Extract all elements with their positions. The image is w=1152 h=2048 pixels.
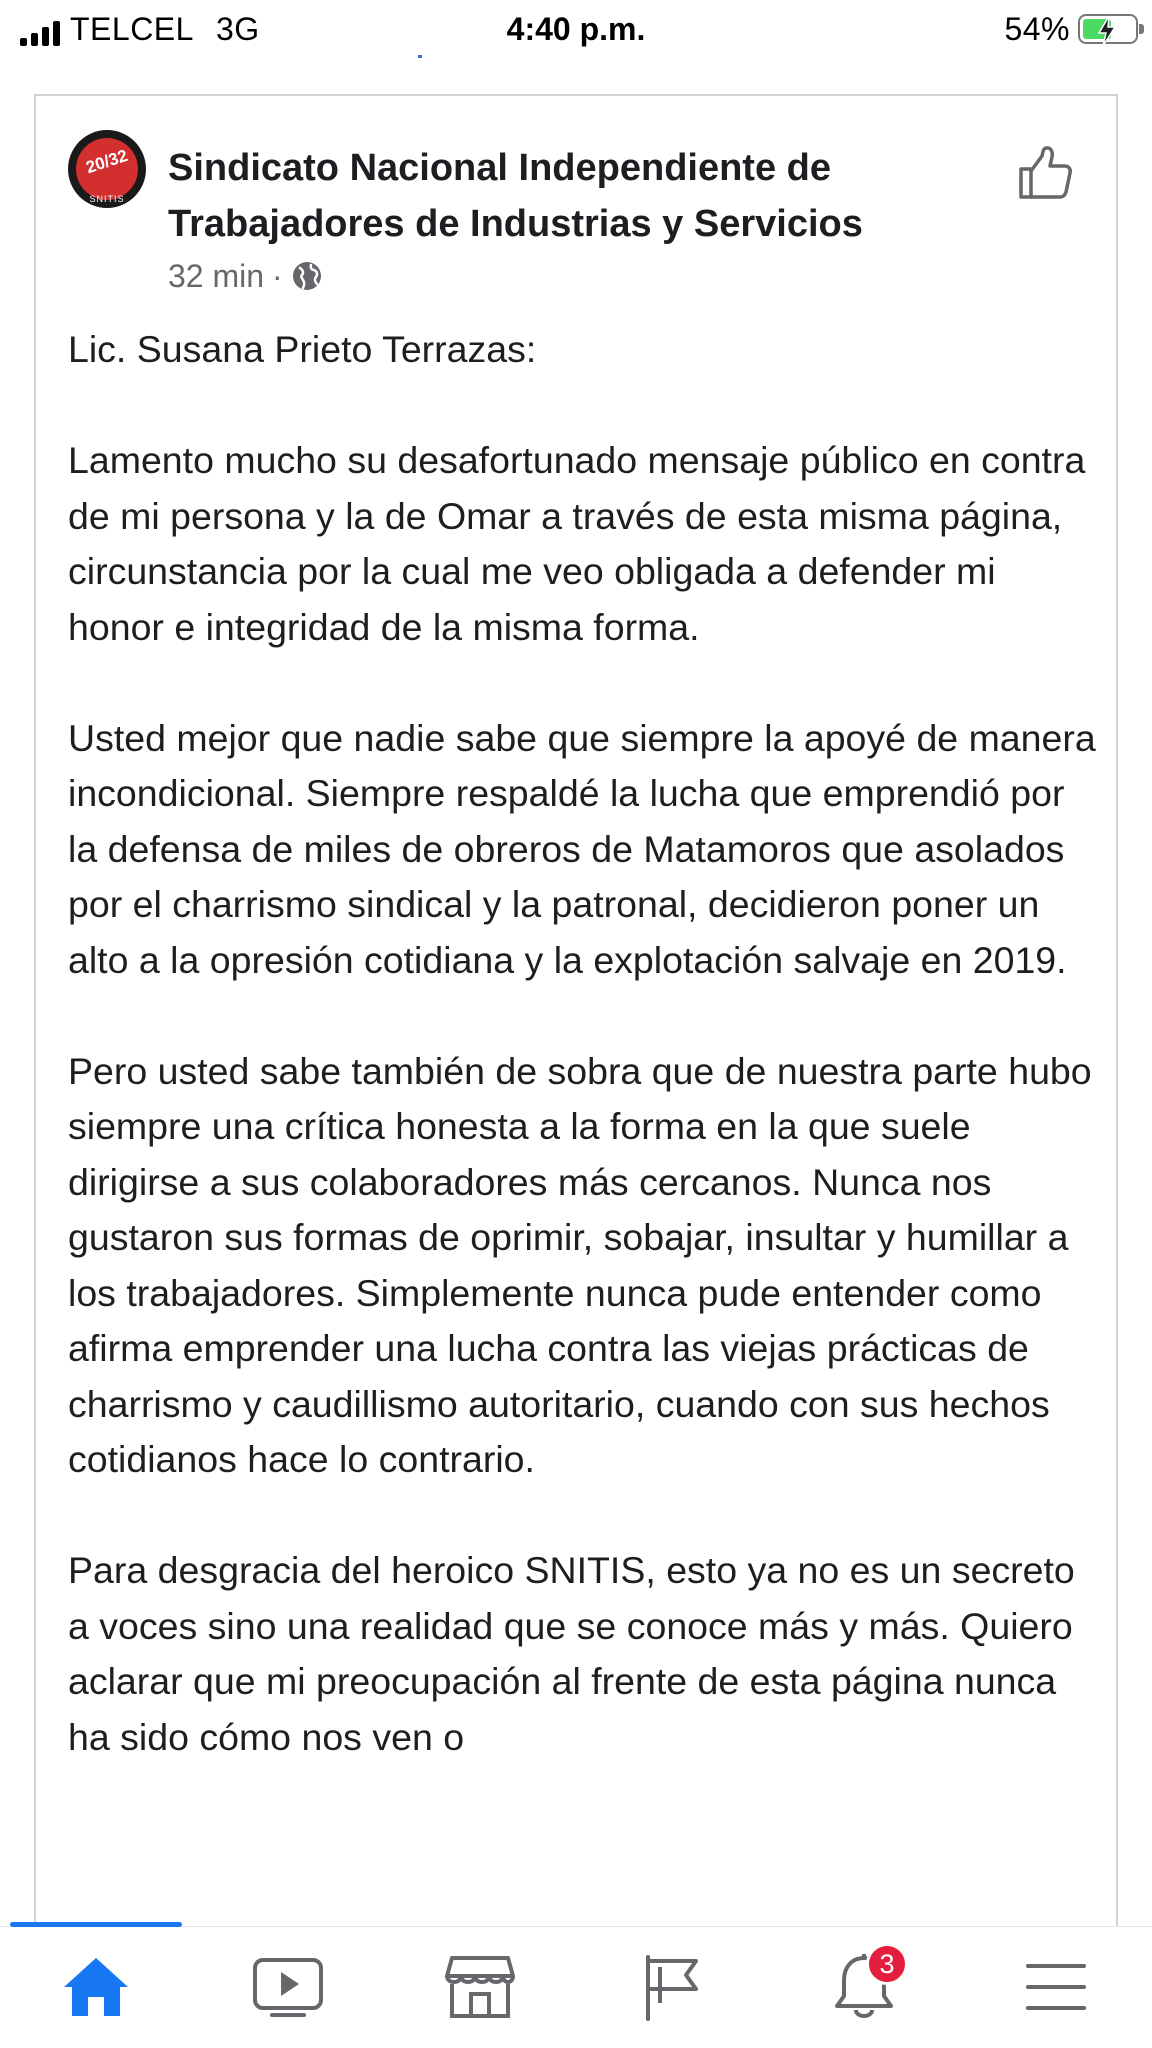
avatar-logo-text: 20/32 [83, 145, 131, 178]
notifications-badge: 3 [866, 1943, 908, 1985]
post-time[interactable]: 32 min [168, 258, 265, 294]
post-paragraph: Usted mejor que nadie sabe que siempre la apoyé de manera incondicional. Siempre respaldé la lucha que emprendió por la defensa de miles de obreros de Matamoros que asolados por el charrismo sindical y la patronal, decidieron poner un alto a la opresión cotidiana y la explotación salvaje en 2019. [68, 716, 1096, 981]
active-tab-indicator [10, 1922, 182, 1927]
marketplace-icon [444, 1954, 516, 2020]
bottom-navigation [0, 1926, 1152, 2048]
nav-pages[interactable] [624, 1949, 720, 2025]
charging-bolt-icon [1094, 14, 1120, 48]
battery-percent: 54% [1004, 11, 1070, 47]
post-paragraph: Lic. Susana Prieto Terrazas: [68, 328, 537, 370]
page-name-link[interactable]: Sindicato Nacional Independiente de Trabajadores de Industrias y Servicios [168, 147, 863, 245]
post-paragraph: Pero usted sabe también de sobra que de nuestra parte hubo siempre una crítica honesta a la forma en la que suele dirigirse a sus colaboradores más cercanos. Nunca nos gustaron sus formas de oprimir, sobajar, insultar y humillar a los trabajadores. Simplemente nunca pude entender como afirma emprender una lucha contra las viejas prácticas de charrismo y caudillismo autoritario, cuando con sus hechos cotidianos hace lo contrario. [68, 1049, 1092, 1480]
menu-icon [1024, 1961, 1088, 2013]
nav-menu[interactable] [1008, 1949, 1104, 2025]
status-right [1004, 10, 1138, 48]
post-card [34, 94, 1118, 1994]
post-paragraph: Para desgracia del heroico SNITIS, esto ya no es un secreto a voces sino una realidad que se conoce más y más. Quiero aclarar que mi preocupación al frente de esta página nunca ha sido cómo nos ven o [68, 1549, 1075, 1758]
post-paragraph: Lamento mucho su desafortunado mensaje público en contra de mi persona y la de Omar a través de esta misma página, circunstancia por la cual me veo obligada a defender mi honor e integridad de la misma forma. [68, 439, 1086, 648]
post-meta [168, 256, 323, 296]
watch-icon [252, 1956, 324, 2018]
nav-home[interactable] [48, 1949, 144, 2025]
meta-separator: · [272, 258, 283, 294]
status-bar [0, 0, 1152, 64]
clock: 4:40 p.m. [506, 11, 646, 47]
pages-flag-icon [640, 1953, 704, 2021]
battery-icon [1078, 14, 1138, 44]
like-page-icon[interactable] [1016, 144, 1074, 202]
network-type: 3G [215, 11, 260, 47]
nav-watch[interactable] [240, 1949, 336, 2025]
globe-icon [291, 260, 323, 292]
status-dot [418, 55, 422, 58]
carrier-name: TELCEL [70, 11, 194, 47]
nav-notifications[interactable] [816, 1949, 912, 2025]
page-avatar[interactable] [68, 130, 146, 208]
post-text [68, 322, 1098, 1821]
nav-marketplace[interactable] [432, 1949, 528, 2025]
avatar-logo-subtext: SNITIS [89, 194, 125, 204]
home-icon [61, 1955, 131, 2019]
